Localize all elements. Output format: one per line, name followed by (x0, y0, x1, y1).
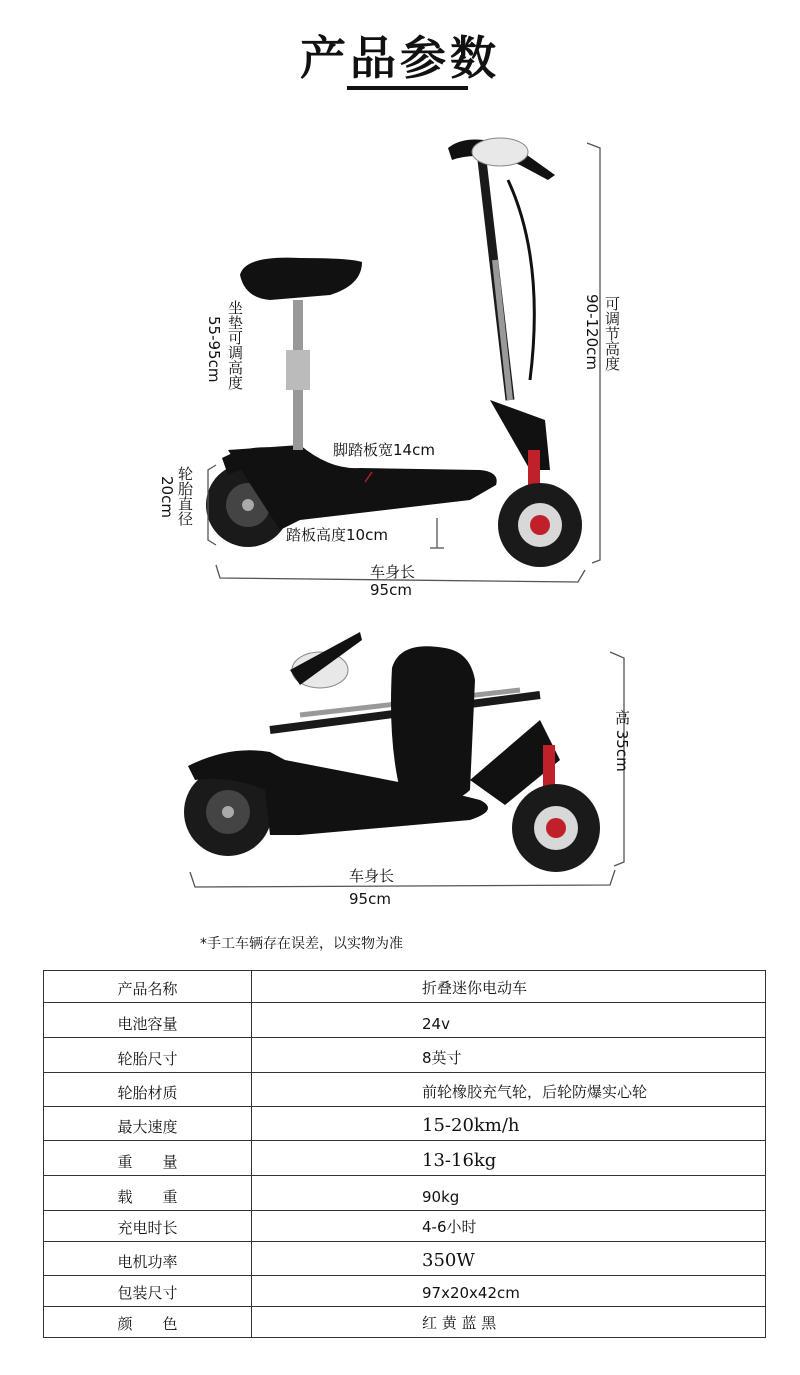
spec-value: 红 黄 蓝 黑 (252, 1307, 766, 1338)
spec-value: 350W (252, 1242, 766, 1276)
page-title: 产品参数 (300, 31, 500, 85)
table-row (44, 1107, 766, 1141)
wheel-diameter-label: 轮胎直径 (176, 466, 194, 526)
body-length-label-top: 车身长 (370, 563, 416, 581)
spec-value: 4-6小时 (252, 1211, 766, 1242)
spec-key: 最大速度 (44, 1107, 252, 1141)
table-row (44, 1176, 766, 1211)
body-length-label-bottom: 车身长 (349, 867, 395, 885)
folded-height-label: 高 35cm (613, 710, 631, 772)
table-row (44, 1003, 766, 1038)
spec-value: 15-20km/h (252, 1107, 766, 1141)
spec-key: 包装尺寸 (44, 1276, 252, 1307)
spec-key: 轮胎尺寸 (44, 1038, 252, 1073)
spec-value: 8英寸 (252, 1038, 766, 1073)
table-row (44, 1242, 766, 1276)
spec-value: 90kg (252, 1176, 766, 1211)
spec-key: 轮胎材质 (44, 1073, 252, 1107)
table-row (44, 1307, 766, 1338)
table-row (44, 1073, 766, 1107)
spec-key: 载 重 (44, 1176, 252, 1211)
disclaimer-note: *手工车辆存在误差，以实物为准 (200, 936, 403, 952)
spec-key: 电机功率 (44, 1242, 252, 1276)
spec-table (43, 970, 766, 1338)
spec-value: 13-16kg (252, 1141, 766, 1176)
seat-height-value: 55-95cm (205, 316, 223, 383)
wheel-diameter-value: 20cm (158, 476, 176, 518)
table-row (44, 971, 766, 1003)
spec-key: 产品名称 (44, 971, 252, 1003)
spec-key: 充电时长 (44, 1211, 252, 1242)
handle-height-label: 可调节高度 (603, 296, 621, 371)
body-length-value-top: 95cm (370, 581, 412, 599)
spec-key: 电池容量 (44, 1003, 252, 1038)
spec-value: 24v (252, 1003, 766, 1038)
spec-value: 折叠迷你电动车 (252, 971, 766, 1003)
pedal-height-label: 踏板高度10cm (286, 526, 388, 544)
scooter-folded (184, 632, 600, 872)
table-row (44, 1211, 766, 1242)
spec-value: 97x20x42cm (252, 1276, 766, 1307)
body-length-value-bottom: 95cm (349, 890, 391, 908)
pedal-width-label: 脚踏板宽14cm (333, 441, 435, 459)
spec-key: 颜 色 (44, 1307, 252, 1338)
spec-key: 重 量 (44, 1141, 252, 1176)
table-row (44, 1276, 766, 1307)
table-row (44, 1038, 766, 1073)
spec-value: 前轮橡胶充气轮，后轮防爆实心轮 (252, 1073, 766, 1107)
scooter-unfolded (206, 138, 582, 567)
table-row (44, 1141, 766, 1176)
seat-height-label: 坐垫可调高度 (226, 300, 244, 390)
handle-height-value: 90-120cm (583, 294, 601, 370)
